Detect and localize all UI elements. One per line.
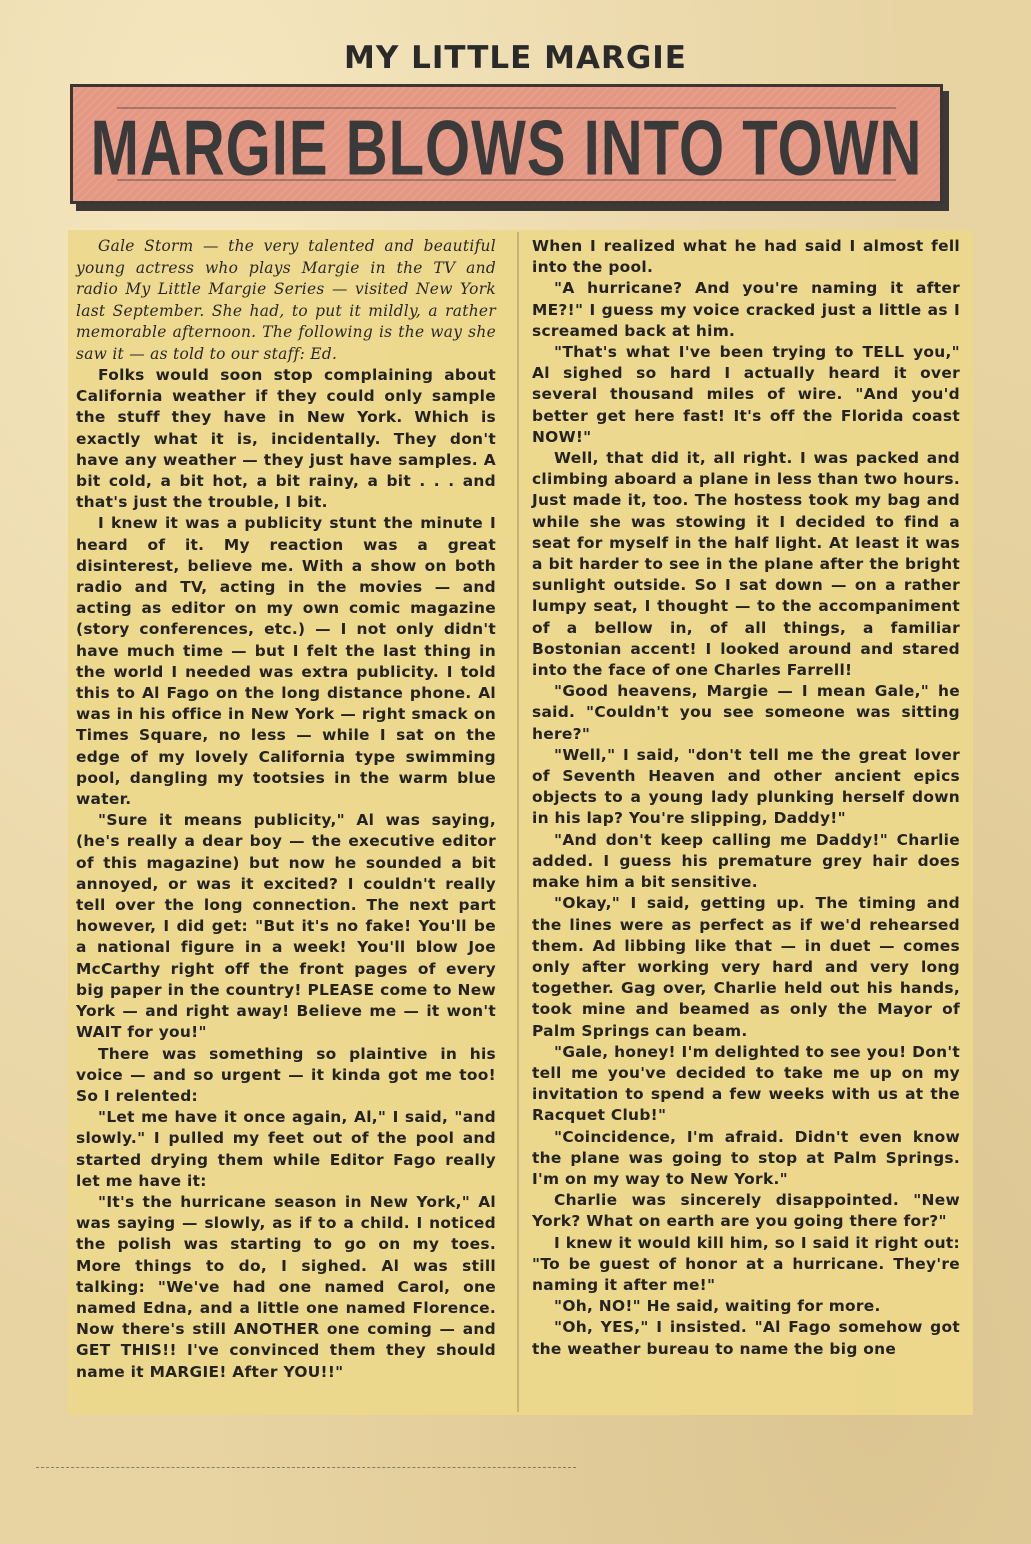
left-column [76,236,496,1383]
paragraph: "Sure it means publicity," Al was saying, (he's really a dear boy — the executive editor of this magazine) but now he sounded a bit annoyed, or was it excited? I couldn't really tell over the long connection. The next part however, I did get: "But it's no fake! You'll be a national figure in a week! You'll blow Joe McCarthy right off the front pages of every big paper in the country! PLEASE come to New York — and right away! Believe me — it won't WAIT for you!" [76,811,496,1042]
paragraph: "Let me have it once again, Al," I said, "and slowly." I pulled my feet out of the pool and started drying them while Editor Fago really let me have it: [76,1108,496,1190]
story-title: MARGIE BLOWS INTO TOWN [90,104,923,193]
paragraph: "A hurricane? And you're naming it after ME?!" I guess my voice cracked just a little as I screamed back at him. [532,279,960,340]
title-banner [70,84,943,204]
paragraph: "Gale, honey! I'm delighted to see you! Don't tell me you've decided to take me up on my invitation to spend a few weeks with us at the Racquet Club!" [532,1042,960,1125]
paragraph: "It's the hurricane season in New York," Al was saying — slowly, as if to a child. I noticed the polish was starting to go on my toes. More things to do, I sighed. Al was still talking: "We've had one named Carol, one named Edna, and a little one named Florence. Now there's still ANOTHER one coming — and GET THIS!! I've convinced them they should name it MARGIE! After YOU!!" [76,1192,496,1381]
paragraph: "That's what I've been trying to TELL you," Al sighed so hard I actually heard it over several thousand miles of wire. "And you'd better get here fast! It's off the Florida coast NOW!" [532,343,960,446]
column-divider [517,232,519,1412]
series-title: MY LITTLE MARGIE [344,40,687,76]
paragraph: "Good heavens, Margie — I mean Gale," he said. "Couldn't you see someone was sitting here?" [532,682,960,743]
paragraph: When I realized what he had said I almost fell into the pool. [532,237,960,277]
right-column [532,236,960,1360]
paragraph: "Oh, YES," I insisted. "Al Fago somehow got the weather bureau to name the big one [532,1318,960,1358]
paragraph: "Coincidence, I'm afraid. Didn't even know the plane was going to stop at Palm Springs. I'm on my way to New York." [532,1127,960,1188]
paragraph: Well, that did it, all right. I was packed and climbing aboard a plane in less than two hours. Just made it, too. The hostess took my bag and while she was stowing it I decided to find a seat for myself in the half light. At least it was a bit harder to see in the plane after the bright sunlight outside. So I sat down — on a rather lumpy seat, I thought — to the accompaniment of a bellow in, of all things, a familiar Bostonian accent! I looked around and stared into the face of one Charles Farrell! [532,449,960,680]
paragraph: Charlie was sincerely disappointed. "New York? What on earth are you going there for?" [532,1191,960,1231]
paragraph: "Oh, NO!" He said, waiting for more. [554,1297,881,1316]
paragraph: "Okay," I said, getting up. The timing and the lines were as perfect as if we'd rehearsed them. Ad libbing like that — in duet — comes only after working very hard and very long together. Gag over, Charlie held out his hands, took mine and beamed as only the Mayor of Palm Springs can beam. [532,894,960,1040]
paragraph: Folks would soon stop complaining about California weather if they could only sample the stuff they have in New York. Which is exactly what it is, incidentally. They don't have any weather — they just have samples. A bit cold, a bit hot, a bit rainy, a bit . . . and that's just the trouble, I bit. [76,366,496,512]
paragraph: "Well," I said, "don't tell me the great lover of Seventh Heaven and other ancient epics objects to a young lady plunking herself down in his lap? You're slipping, Daddy!" [532,745,960,828]
paragraph: I knew it was a publicity stunt the minute I heard of it. My reaction was a great disinterest, believe me. With a show on both radio and TV, acting in the movies — and acting as editor on my own comic magazine (story conferences, etc.) — I not only didn't have much time — but I felt the last thing in the world I needed was extra publicity. I told this to Al Fago on the long distance phone. Al was in his office in New York — right smack on Times Square, no less — while I sat on the edge of my lovely California type swimming pool, dangling my tootsies in the warm blue water. [76,514,496,809]
paragraph: There was something so plaintive in his voice — and so urgent — it kinda got me too! So I relented: [76,1044,496,1105]
editor-intro: Gale Storm — the very talented and beautiful young actress who plays Margie in the TV and radio My Little Margie Series — visited New York last September. She had, to put it mildly, a rather memorable afternoon. The following is the way she saw it — as told to our staff: Ed. [76,237,496,363]
paragraph: I knew it would kill him, so I said it right out: "To be guest of honor at a hurricane. They're naming it after me!" [532,1233,960,1294]
page-footer-rule [36,1467,576,1469]
paragraph: "And don't keep calling me Daddy!" Charlie added. I guess his premature grey hair does make him a bit sensitive. [532,830,960,892]
